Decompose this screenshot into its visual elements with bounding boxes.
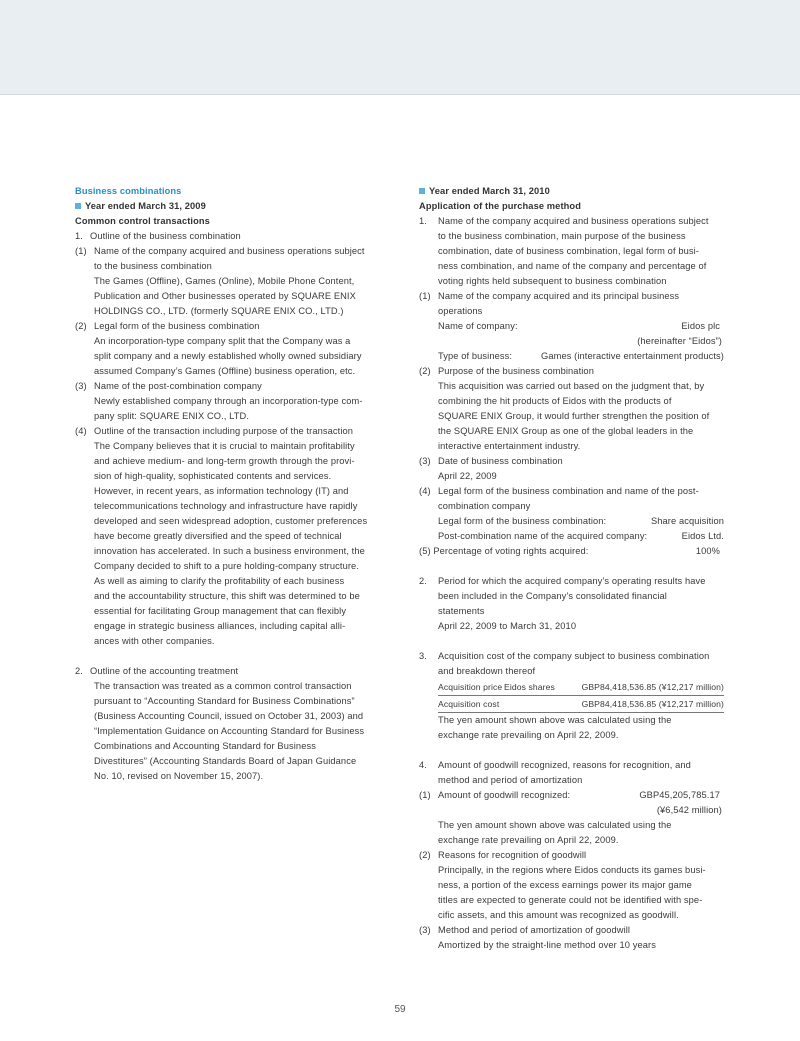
subitem-heading: (1) Name of the company acquired and business operations subject	[75, 246, 365, 256]
text-line: The yen amount shown above was calculated using the	[438, 820, 672, 830]
period-heading: Year ended March 31, 2010	[419, 184, 724, 199]
text-line: (Business Accounting Council, issued on October 31, 2003) and	[94, 711, 364, 721]
text-line: April 22, 2009	[438, 471, 497, 481]
text-line: The Company believes that it is crucial to maintain profitability	[94, 441, 355, 451]
text-line: SQUARE ENIX Group, it would further strengthen the position of	[438, 411, 710, 421]
business-type-row: Type of business: Games (interactive entertainment products)	[438, 351, 724, 361]
text-line: titles are expected to generate could not be identified with spe-	[438, 895, 703, 905]
text-line: operations	[438, 306, 483, 316]
text-line: to the business combination, main purpose of the business	[438, 231, 686, 241]
table-row	[438, 696, 724, 713]
text-line: exchange rate prevailing on April 22, 2009.	[438, 730, 619, 740]
text-line: However, in recent years, as information technology (IT) and	[94, 486, 349, 496]
hereinafter-note: (hereinafter “Eidos”)	[637, 336, 722, 346]
table-cell	[504, 696, 562, 712]
text-line: cific assets, and this amount was recognized as goodwill.	[438, 910, 679, 920]
header-band	[0, 0, 800, 95]
page-number: 59	[394, 1004, 406, 1015]
table-cell: GBP84,418,536.85 (¥12,217 million)	[581, 699, 724, 709]
item-heading: 2. Outline of the accounting treatment	[75, 666, 239, 676]
text-line: method and period of amortization	[438, 775, 583, 785]
text-line: essential for facilitating Group management that can flexibly	[94, 606, 347, 616]
text-line: to the business combination	[94, 261, 212, 271]
text-line: telecommunications technology and infrastructure have rapidly	[94, 501, 358, 511]
goodwill-amount-row: (1) Amount of goodwill recognized: GBP45,205,785.17	[419, 790, 720, 800]
section-title: Business combinations	[75, 186, 182, 196]
text-line: No. 10, revised on November 15, 2007).	[94, 771, 264, 781]
text-line: Divestitures” (Accounting Standards Board of Japan Guidance	[94, 756, 357, 766]
text-line: pursuant to “Accounting Standard for Business Combinations”	[94, 696, 355, 706]
text-line: This acquisition was carried out based on the judgment that, by	[438, 381, 705, 391]
text-line: assumed Company’s Games (Offline) business operation, etc.	[94, 366, 356, 376]
table-row	[438, 679, 724, 696]
item-heading: 4. Amount of goodwill recognized, reasons for recognition, and	[419, 760, 691, 770]
text-line: have become greatly diversified and the speed of technical	[94, 531, 342, 541]
text-line: Publication and Other businesses operated by SQUARE ENIX	[94, 291, 356, 301]
text-line: interactive entertainment industry.	[438, 441, 581, 451]
text-line: the SQUARE ENIX Group as one of the global leaders in the	[438, 426, 694, 436]
square-bullet-icon	[75, 203, 81, 209]
item-heading: 1. Outline of the business combination	[75, 231, 241, 241]
text-line: combination, date of business combination, legal form of busi-	[438, 246, 699, 256]
text-line: Combinations and Accounting Standard for Business	[94, 741, 316, 751]
subitem-heading: (2) Legal form of the business combination	[75, 321, 260, 331]
text-line: Newly established company through an incorporation-type com-	[94, 396, 363, 406]
table-cell: Acquisition cost	[438, 699, 500, 709]
subitem-heading: (4) Outline of the transaction including purpose of the transaction	[75, 426, 354, 436]
table-cell: GBP84,418,536.85 (¥12,217 million)	[581, 682, 724, 692]
subitem-heading: (2) Reasons for recognition of goodwill	[419, 850, 587, 860]
table-cell: Acquisition price	[438, 682, 503, 692]
spacer	[419, 559, 724, 574]
text-line: “Implementation Guidance on Accounting Standard for Business	[94, 726, 365, 736]
spacer	[419, 634, 724, 649]
post-combination-name-row: Post-combination name of the acquired company: Eidos Ltd.	[438, 531, 724, 541]
table-cell: Eidos shares	[504, 682, 555, 692]
text-line: combination company	[438, 501, 531, 511]
text-line: and achieve medium- and long-term growth through the provi-	[94, 456, 355, 466]
subsection-heading: Application of the purchase method	[419, 201, 581, 211]
acquisition-cost-table	[438, 679, 724, 713]
text-line: innovation has accelerated. In such a business environment, the	[94, 546, 365, 556]
voting-rights-row: (5) Percentage of voting rights acquired: 100%	[419, 546, 720, 556]
spacer	[75, 649, 380, 664]
text-line: HOLDINGS CO., LTD. (formerly SQUARE ENIX CO., LTD.)	[94, 306, 344, 316]
text-line: been included in the Company’s consolidated financial	[438, 591, 667, 601]
text-line: developed and seen widespread adoption, customer preferences	[94, 516, 368, 526]
subitem-heading: (3) Name of the post-combination company	[75, 381, 262, 391]
text-line: ness, a portion of the excess earnings power its major game	[438, 880, 692, 890]
text-line: April 22, 2009 to March 31, 2010	[438, 621, 577, 631]
text-line: Company decided to shift to a pure holding-company structure.	[94, 561, 360, 571]
subitem-heading: (2) Purpose of the business combination	[419, 366, 594, 376]
text-line: split company and a newly established wholly owned subsidiary	[94, 351, 362, 361]
square-bullet-icon	[419, 188, 425, 194]
text-line: The transaction was treated as a common control transaction	[94, 681, 352, 691]
text-line: engage in strategic business alliances, including capital alli-	[94, 621, 346, 631]
text-line: voting rights held subsequent to business combination	[438, 276, 667, 286]
text-line: ances with other companies.	[94, 636, 215, 646]
spacer	[419, 743, 724, 758]
left-column	[75, 184, 380, 784]
text-line: ness combination, and name of the company and percentage of	[438, 261, 707, 271]
right-column	[419, 184, 724, 953]
text-line: exchange rate prevailing on April 22, 2009.	[438, 835, 619, 845]
goodwill-yen: (¥6,542 million)	[656, 805, 722, 815]
legal-form-row: Legal form of the business combination: Share acquisition	[438, 516, 724, 526]
text-line: statements	[438, 606, 485, 616]
subitem-heading: (3) Date of business combination	[419, 456, 563, 466]
text-line: pany split: SQUARE ENIX CO., LTD.	[94, 411, 250, 421]
text-line: and the accountability structure, this shift was determined to be	[94, 591, 360, 601]
text-line: The Games (Offline), Games (Online), Mobile Phone Content,	[94, 276, 355, 286]
item-heading: 1. Name of the company acquired and business operations subject	[419, 216, 709, 226]
text-line: sion of high-quality, sophisticated contents and services.	[94, 471, 332, 481]
item-heading: 3. Acquisition cost of the company subject to business combination	[419, 651, 710, 661]
item-heading: 2. Period for which the acquired company’s operating results have	[419, 576, 706, 586]
text-line: An incorporation-type company split that the Company was a	[94, 336, 351, 346]
subsection-heading: Common control transactions	[75, 216, 210, 226]
text-line: As well as aiming to clarify the profitability of each business	[94, 576, 345, 586]
subitem-heading: (1) Name of the company acquired and its principal business	[419, 291, 680, 301]
text-line: The yen amount shown above was calculated using the	[438, 715, 672, 725]
period-heading: Year ended March 31, 2009	[75, 199, 380, 214]
subitem-heading: (3) Method and period of amortization of goodwill	[419, 925, 631, 935]
text-line: and breakdown thereof	[438, 666, 536, 676]
text-line: Principally, in the regions where Eidos conducts its games busi-	[438, 865, 706, 875]
text-line: Amortized by the straight-line method over 10 years	[438, 940, 656, 950]
text-line: combining the hit products of Eidos with the products of	[438, 396, 672, 406]
company-name-row: Name of company: Eidos plc	[438, 321, 720, 331]
subitem-heading: (4) Legal form of the business combination and name of the post-	[419, 486, 699, 496]
